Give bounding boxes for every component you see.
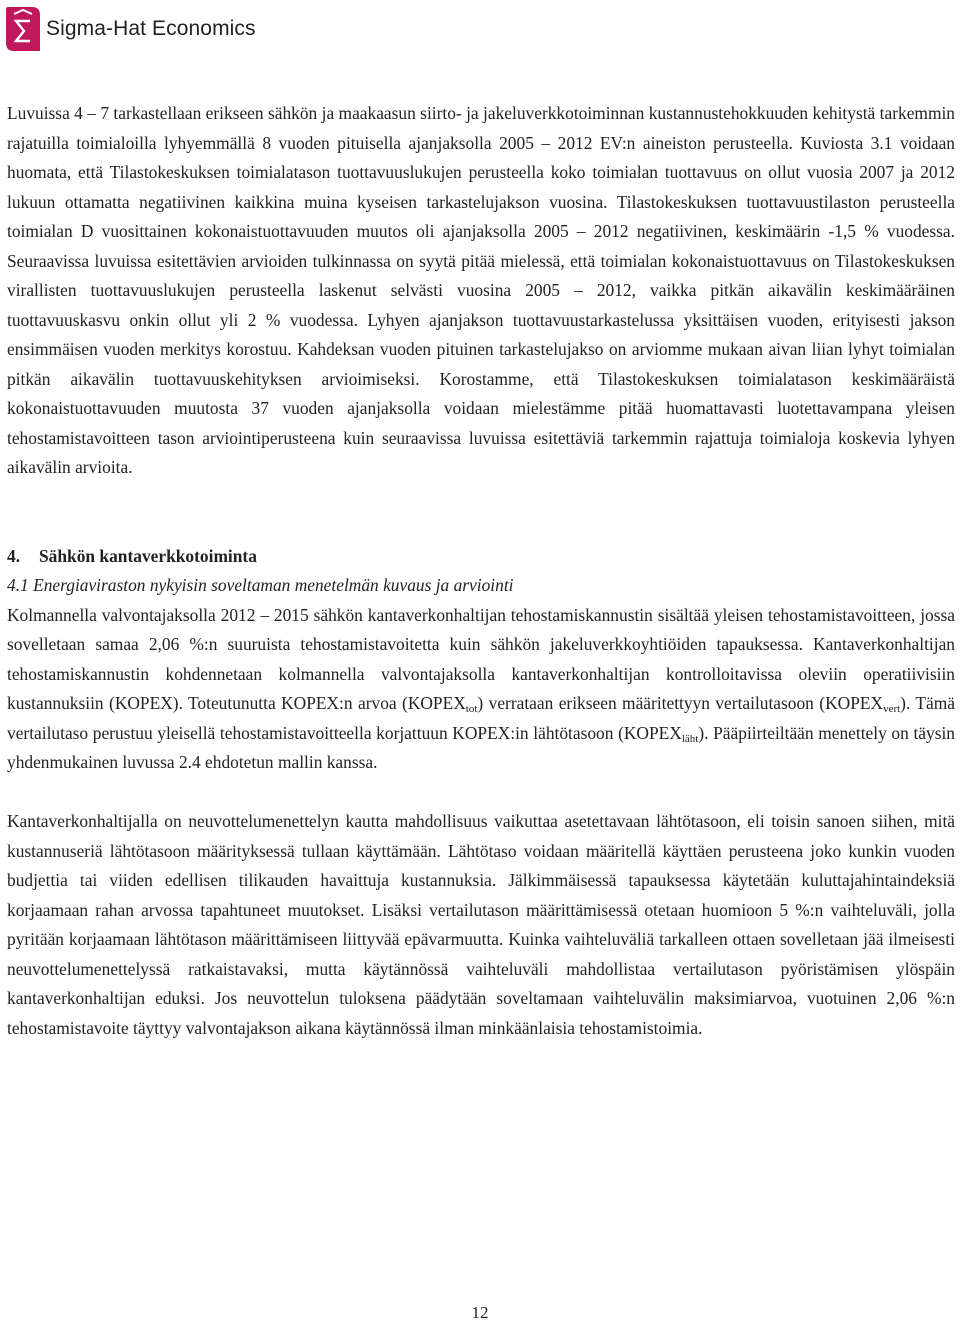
section-title: Sähkön kantaverkkotoiminta — [39, 545, 257, 566]
paragraph-kopex-part2: ) verrataan erikseen määritettyyn vertailutasoon (KOPEX — [477, 693, 884, 713]
kopex-tot-subscript: tot — [465, 703, 478, 715]
document-body — [7, 99, 955, 1043]
paragraph-intro: Luvuissa 4 – 7 tarkastellaan erikseen sähkön ja maakaasun siirto- ja jakeluverkkotoiminnan kustannustehokkuuden kehitystä tarkemmin rajatuilla toimialoilla lyhyemmällä 8 vuoden pituisella ajanjaksolla 2005 – 2012 EV:n aineiston perusteella. Kuviosta 3.1 voidaan huomata, että Tilastokeskuksen toimialatason tuottavuuslukujen perusteella koko toimialan tuottavuus on ollut vuosia 2007 ja 2012 lukuun ottamatta negatiivinen kaikkina muina kyseisen tarkastelujakson vuosina. Tilastokeskuksen tuottavuustilaston perusteella toimialan D vuosittainen kokonaistuottavuuden muutos oli ajanjaksolla 2005 – 2012 negatiivinen, keskimäärin -1,5 % vuodessa. Seuraavissa luvuissa esitettävien arvioiden tulkinnassa on syytä pitää mielessä, että toimialan kokonaistuottavuus on Tilastokeskuksen virallisten tuottavuuslukujen perusteella laskenut selvästi vuosina 2005 – 2012, vaikka pitkän aikavälin keskimääräinen tuottavuuskasvu onkin ollut yli 2 % vuodessa. Lyhyen ajanjakson tuottavuustarkastelussa yksittäisen vuoden, erityisesti jakson ensimmäisen vuoden merkitys korostuu. Kahdeksan vuoden pituinen tarkastelujakso on arviomme mukaan aivan liian lyhyt toimialan pitkän aikavälin tuottavuuskehityksen arvioimiseksi. Korostamme, että Tilastokeskuksen toimialatason keskimääräistä kokonaistuottavuuden muutosta 37 vuoden ajanjaksolla voidaan mielestämme pitää huomattavasti luotettavampana yleisen tehostamistavoitteen tason arviointiperusteena kuin seuraavissa luvuissa esitettäviä tarkemmin rajattuja toimialoja koskevia lyhyen aikavälin arvioita. — [7, 103, 955, 477]
paragraph-kopex-part1: Kolmannella valvontajaksolla 2012 – 2015 sähkön kantaverkonhaltijan tehostamiskannustin sisältää yleisen tehostamistavoitteen, jossa sovelletaan samaa 2,06 %:n suuruista tehostamistavoitetta kuin sähkön jakeluverkkoyhtiöiden tapauksessa. Kantaverkonhaltijan tehostamiskannustin kohdennetaan kolmannella valvontajaksolla kantaverkonhaltijan kontrolloitavissa oleviin operatiivisiin kustannuksiin (KOPEX). Toteutunutta KOPEX:n arvoa (KOPEX — [7, 604, 955, 713]
paragraph-kopex — [7, 601, 955, 778]
kopex-laht-subscript: läht — [681, 732, 699, 745]
paragraph-kopex-part3: ). Tämä vertailutaso perustuu yleisellä tehostamistavoitteella korjattuun KOPEX:in lähtötasoon (KOPEX — [7, 693, 955, 743]
brand-name: Sigma-Hat Economics — [46, 17, 256, 40]
page-number: 12 — [471, 1303, 489, 1322]
paragraph-negotiation: Kantaverkonhaltijalla on neuvottelumenettelyn kautta mahdollisuus vaikuttaa asetettavaan lähtötasoon, eli toisin sanoen siihen, mitä kustannuseriä lähtötasoon määrityksessä tullaan käyttämään. Lähtötaso voidaan määritellä käyttäen perusteena joko kunkin vuoden budjettia tai viiden edellisen tilikauden havaittuja kustannuksia. Jälkimmäisessä tapauksessa käytetään kuluttajahintaindeksiä korjaamaan rahan arvossa tapahtuneet muutokset. Lisäksi vertailutason määrittämisessä otetaan huomioon 5 %:n vaihteluväli, jolla pyritään korjaamaan lähtötason määrittämiseen liittyvää epävarmuutta. Kuinka vaihteluväliä tarkalleen ottaen sovelletaan jää ilmeisesti neuvottelumenettelyssä ratkaistavaksi, mutta käytännössä vaihteluväli mahdollistaa vertailutason pyöristämisen ylöspäin kantaverkonhaltijan eduksi. Jos neuvottelun tuloksena päädytään soveltamaan vaihteluvälin maksimiarvoa, vuotuinen 2,06 %:n tehostamistavoite täyttyy valvontajakson aikana käytännössä ilman minkäänlaisia tehostamistoimia. — [7, 811, 955, 1038]
kopex-vert-subscript: vert — [883, 703, 901, 715]
page-header — [6, 6, 256, 52]
subsection-heading: 4.1 Energiaviraston nykyisin soveltaman menetelmän kuvaus ja arviointi — [7, 575, 514, 595]
paragraph-kopex-part4: ). Pääpiirteiltään menettely on täysin yhdenmukainen luvussa 2.4 ehdotetun mallin kanssa. — [7, 722, 956, 772]
section-heading — [7, 542, 955, 572]
sigma-hat-logo-icon — [6, 7, 40, 51]
section-number: 4. — [7, 545, 21, 566]
